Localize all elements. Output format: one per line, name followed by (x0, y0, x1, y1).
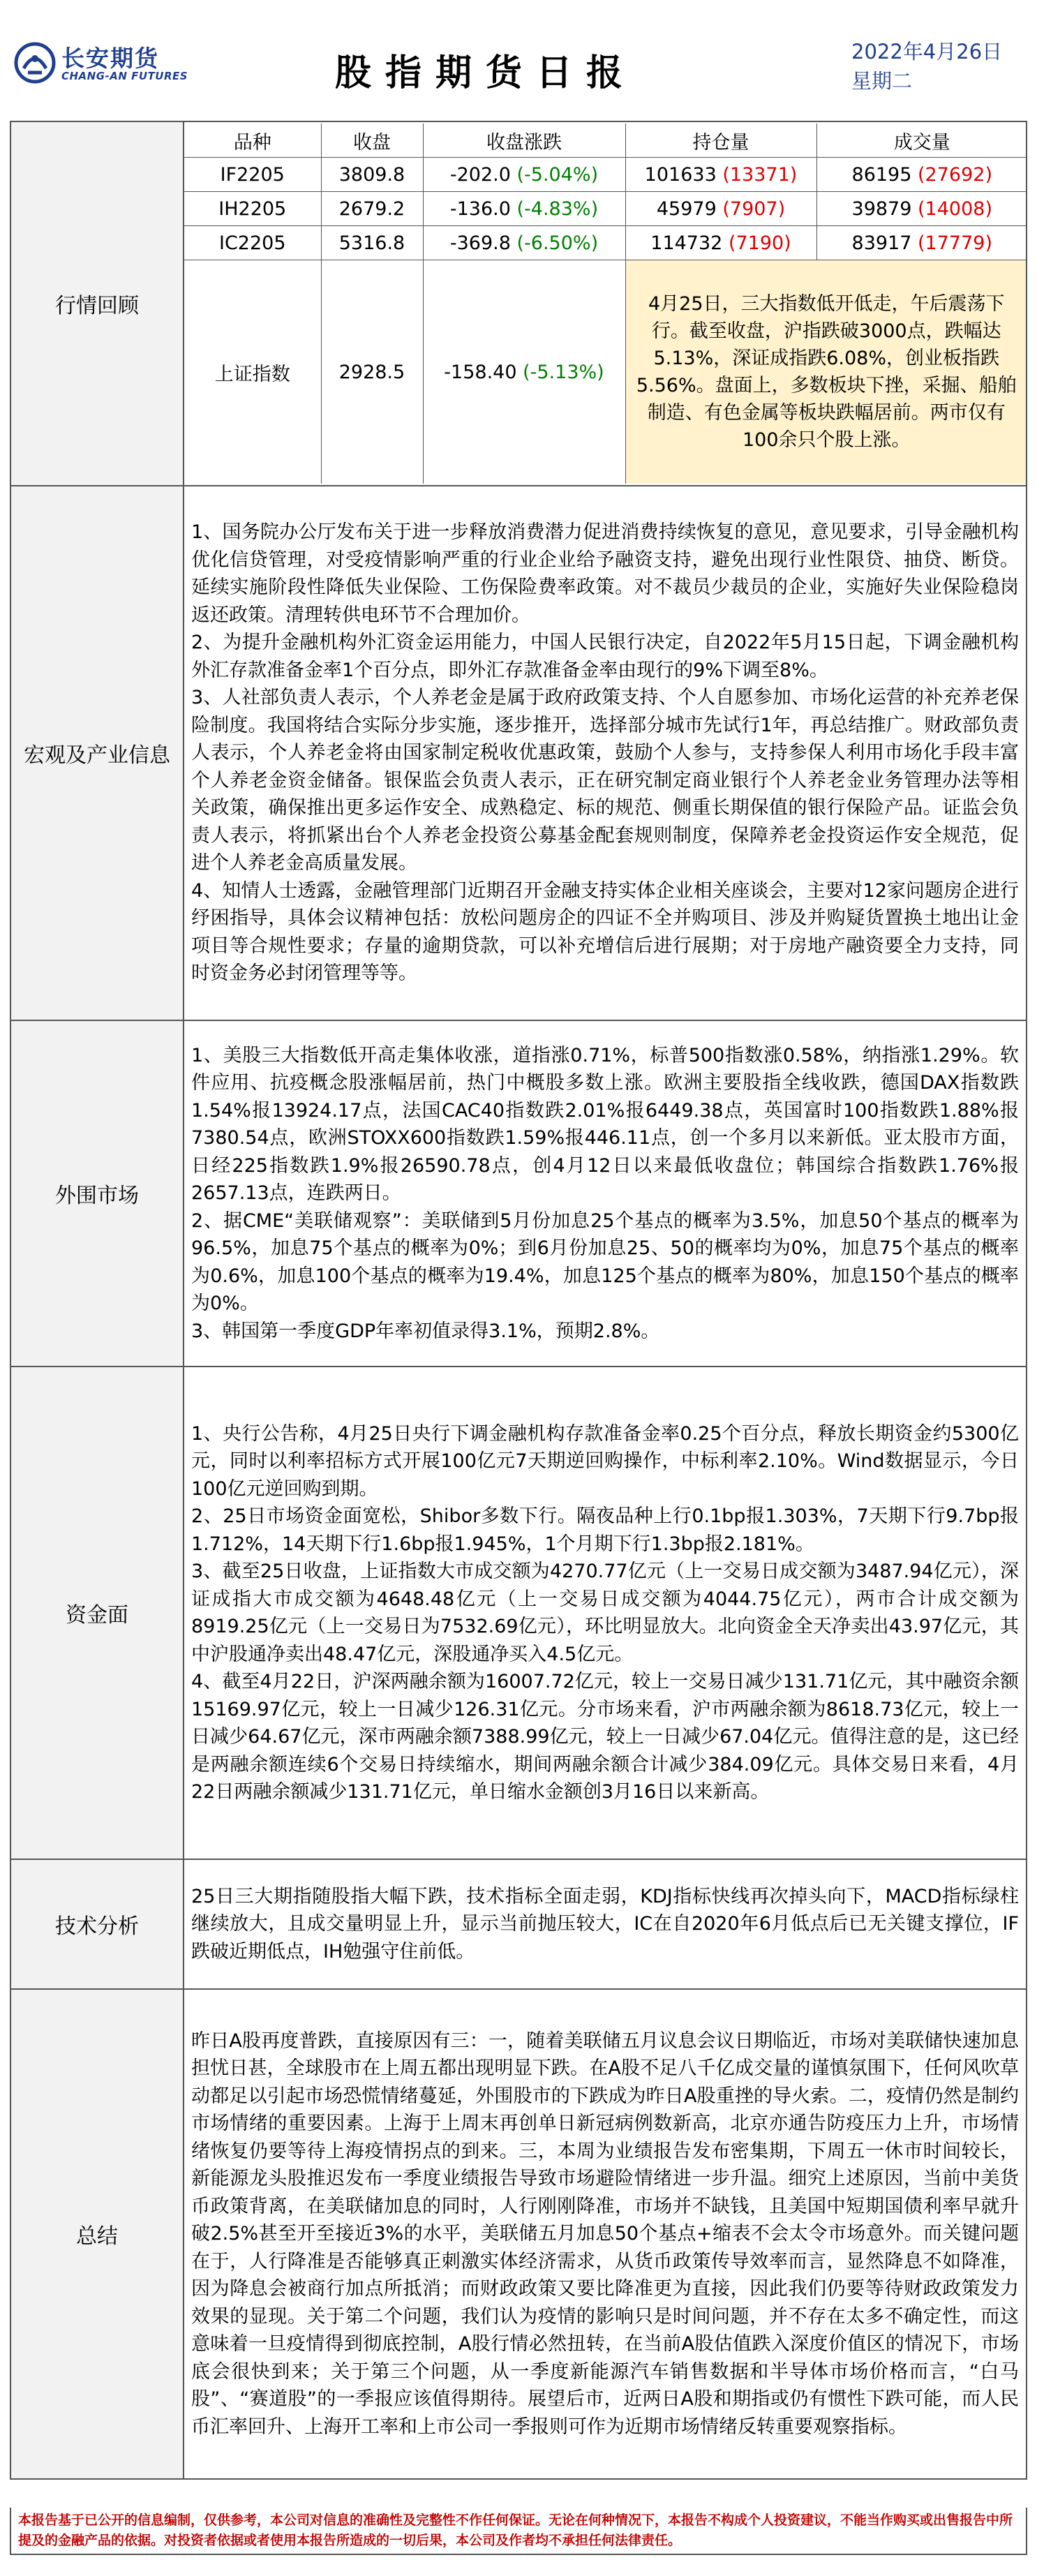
section-market (10, 121, 1027, 486)
volume (816, 226, 1027, 260)
report-weekday: 星期二 (851, 69, 913, 93)
volume-change: (14008) (918, 198, 992, 220)
column-header: 成交量 (816, 124, 1027, 158)
overseas-content (184, 1020, 1027, 1367)
report-header (0, 0, 1037, 119)
market-header-row (184, 124, 1027, 158)
index-change (423, 260, 625, 484)
market-cell (184, 121, 1027, 486)
change-pct: (-5.04%) (516, 163, 599, 186)
change-pct: (-5.13%) (523, 361, 604, 383)
volume-value: 83917 (851, 232, 912, 254)
change-pct: (-4.83%) (516, 198, 599, 220)
section-technical (10, 1859, 1027, 1989)
table-row (184, 158, 1027, 192)
table-row (184, 192, 1027, 226)
volume (816, 192, 1027, 226)
overseas-paragraph: 1、美股三大指数低开高走集体收涨，道指涨0.71%，标普500指数涨0.58%，纳指涨1.29%。软件应用、抗疫概念股涨幅居前，热门中概股多数上涨。欧洲主要股指全线收跌，德国DAX指数跌1.54%报13924.17点，法国CAC40指数跌2.01%报6449.38点，英国富时100指数跌1.88%报7380.54点，欧洲STOXX600指数跌1.59%报446.11点，创一个多月以来新低。亚太股市方面，日经225指数跌1.9%报26590.78点，创4月12日以来最低收盘位；韩国综合指数跌1.76%报2657.13点，连跌两日。 (191, 1044, 1019, 1205)
close-price: 3809.8 (321, 158, 423, 192)
funds-paragraph: 4、截至4月22日，沪深两融余额为16007.72亿元，较上一交易日减少131.71亿元，其中融资余额15169.97亿元，较上一日减少126.31亿元。分市场来看，沪市两融余额为8618.73亿元，较上一日减少64.67亿元，深市两融余额7388.99亿元，较上一日减少67.04亿元。值得注意的是，这已经是两融余额连续6个交易日持续缩水，期间两融余额合计减少384.09亿元。具体交易日来看，4月22日两融余额减少131.71亿元，单日缩水金额创3月16日以来新高。 (191, 1671, 1019, 1803)
close-change (423, 226, 625, 260)
close-change (423, 192, 625, 226)
report-date: 2022年4月26日 (851, 40, 1003, 64)
macro-paragraph: 2、为提升金融机构外汇资金运用能力，中国人民银行决定，自2022年5月15日起，下调金融机构外汇存款准备金率1个百分点，即外汇存款准备金率由现行的9%下调至8%。 (191, 632, 1019, 681)
overseas-paragraph: 3、韩国第一季度GDP年率初值录得3.1%，预期2.8%。 (191, 1320, 660, 1342)
market-summary: 4月25日，三大指数低开低走，午后震荡下行。截至收盘，沪指跌破3000点，跌幅达5.13%，深证成指跌6.08%，创业板指跌5.56%。盘面上，多数板块下挫，采掘、船舶制造、有色金属等板块跌幅居前。两市仅有100余只个股上涨。 (625, 260, 1027, 484)
company-name-cn: 长安期货 (61, 45, 159, 72)
open-interest (625, 158, 816, 192)
index-row (184, 260, 1027, 484)
change-value: -202.0 (449, 163, 511, 186)
funds-paragraph: 2、25日市场资金面宽松，Shibor多数下行。隔夜品种上行0.1bp报1.303%，7天期下行9.7bp报1.712%，14天期下行1.6bp报1.945%，1个月期下行1.3bp报2.181%。 (191, 1505, 1019, 1555)
contract-name: IC2205 (184, 226, 321, 260)
close-price: 5316.8 (321, 226, 423, 260)
oi-value: 114732 (650, 232, 723, 254)
close-change (423, 158, 625, 192)
report-title: 股指期货日报 (335, 52, 637, 94)
macro-content (184, 486, 1027, 1020)
section-summary (10, 1989, 1027, 2479)
oi-change: (13371) (722, 163, 798, 186)
column-header: 持仓量 (625, 124, 816, 158)
volume (816, 158, 1027, 192)
table-row (184, 226, 1027, 260)
company-name-en: CHANG-AN FUTURES (61, 70, 188, 82)
column-header: 收盘涨跌 (423, 124, 625, 158)
report-table (10, 121, 1027, 2480)
open-interest (625, 192, 816, 226)
section-label-technical: 技术分析 (10, 1859, 184, 1989)
volume-value: 39879 (851, 198, 912, 220)
disclaimer: 本报告基于已公开的信息编制，仅供参考，本公司对信息的准确性及完整性不作任何保证。无论在何种情况下，本报告不构成个人投资建议，不能当作购买或出售报告中所提及的金融产品的依据。对投资者依据或者使用本报告所造成的一切后果，本公司及作者均不承担任何法律责任。 (10, 2508, 1027, 2555)
oi-change: (7190) (728, 232, 791, 254)
change-pct: (-6.50%) (516, 232, 599, 254)
section-label-macro: 宏观及产业信息 (10, 486, 184, 1020)
macro-paragraph: 4、知情人士透露，金融管理部门近期召开金融支持实体企业相关座谈会，主要对12家问题房企进行纾困指导，具体会议精神包括：放松问题房企的四证不全并购项目、涉及并购疑货置换土地出让金项目等合规性要求；存量的逾期贷款，可以补充增信后进行展期；对于房地产融资要全力支持，同时资金务必封闭管理等等。 (191, 879, 1019, 985)
change-value: -136.0 (449, 198, 511, 220)
section-macro (10, 486, 1027, 1020)
index-name: 上证指数 (184, 260, 321, 484)
changan-logo-icon (14, 42, 56, 84)
contract-name: IH2205 (184, 192, 321, 226)
change-value: -369.8 (449, 232, 511, 254)
volume-change: (27692) (918, 163, 992, 186)
section-funds (10, 1367, 1027, 1859)
column-header: 品种 (184, 124, 321, 158)
section-overseas (10, 1020, 1027, 1367)
summary-content: 昨日A股再度普跌，直接原因有三：一，随着美联储五月议息会议日期临近，市场对美联储快速加息担忧日甚，全球股市在上周五都出现明显下跌。在A股不足八千亿成交量的谨慎氛围下，任何风吹草动都足以引起市场恐慌情绪蔓延，外围股市的下跌成为昨日A股重挫的导火索。二，疫情仍然是制约市场情绪的重要因素。上海于上周末再创单日新冠病例数新高，北京亦通告防疫压力上升，市场情绪恢复仍要等待上海疫情拐点的到来。三，本周为业绩报告发布密集期，下周五一休市时间较长，新能源龙头股推迟发布一季度业绩报告导致市场避险情绪进一步升温。细究上述原因，当前中美货币政策背离，在美联储加息的同时，人行刚刚降准，市场并不缺钱，且美国中短期国债利率早就升破2.5%甚至开至接近3%的水平，美联储五月加息50个基点+缩表不会太令市场意外。而关键问题在于，人行降准是否能够真正刺激实体经济需求，从货币政策传导效率而言，显然降息不如降准，因为降息会被商行加点所抵消；而财政政策又要比降准更为直接，因此我们仍要等待财政政策发力效果的显现。关于第二个问题，我们认为疫情的影响只是时间问题，并不存在太多不确定性，而这意味着一旦疫情得到彻底控制，A股行情必然扭转，在当前A股估值跌入深度价值区的情况下，市场底会很快到来；关于第三个问题，从一季度新能源汽车销售数据和半导体市场价格而言，“白马股”、“赛道股”的一季报应该值得期待。展望后市，近两日A股和期指或仍有惯性下跌可能，而人民币汇率回升、上海开工率和上市公司一季报则可作为近期市场情绪反转重要观察指标。 (184, 1989, 1027, 2479)
section-label-overseas: 外围市场 (10, 1020, 184, 1367)
market-table (184, 124, 1027, 484)
macro-paragraph: 3、人社部负责人表示，个人养老金是属于政府政策支持、个人自愿参加、市场化运营的补充养老保险制度。我国将结合实际分步实施，逐步推开，选择部分城市先试行1年，再总结推广。财政部负责人表示，个人养老金将由国家制定税收优惠政策，鼓励个人参与，支持参保人利用市场化手段丰富个人养老金资金储备。银保监会负责人表示，正在研究制定商业银行个人养老金业务管理办法等相关政策，确保推出更多运作安全、成熟稳定、标的规范、侧重长期保值的银行保险产品。证监会负责人表示，将抓紧出台个人养老金投资公募基金配套规则制度，保障养老金投资运作安全规范，促进个人养老金高质量发展。 (191, 687, 1019, 874)
change-value: -158.40 (444, 361, 517, 383)
funds-paragraph: 3、截至25日收盘，上证指数大市成交额为4270.77亿元（上一交易日成交额为3487.94亿元），深证成指大市成交额为4648.48亿元（上一交易日成交额为4044.75亿元），两市合计成交额为8919.25亿元（上一交易日为7532.69亿元），环比明显放大。北向资金全天净卖出43.97亿元，其中沪股通净卖出48.47亿元，深股通净买入4.5亿元。 (191, 1561, 1019, 1665)
funds-paragraph: 1、央行公告称，4月25日央行下调金融机构存款准备金率0.25个百分点，释放长期资金约5300亿元，同时以利率招标方式开展100亿元7天期逆回购操作，中标利率2.10%。Wind数据显示，今日100亿元逆回购到期。 (191, 1422, 1019, 1500)
macro-paragraph: 1、国务院办公厅发布关于进一步释放消费潜力促进消费持续恢复的意见，意见要求，引导金融机构优化信贷管理，对受疫情影响严重的行业企业给予融资支持，避免出现行业性限贷、抽贷、断贷。延续实施阶段性降低失业保险、工伤保险费率政策。对不裁员少裁员的企业，实施好失业保险稳岗返还政策。清理转供电环节不合理加价。 (191, 521, 1019, 626)
volume-change: (17779) (918, 232, 992, 254)
section-label-funds: 资金面 (10, 1367, 184, 1859)
column-header: 收盘 (321, 124, 423, 158)
section-label-market: 行情回顾 (10, 121, 184, 486)
index-close: 2928.5 (321, 260, 423, 484)
funds-content (184, 1367, 1027, 1859)
close-price: 2679.2 (321, 192, 423, 226)
volume-value: 86195 (851, 163, 912, 186)
open-interest (625, 226, 816, 260)
section-label-summary: 总结 (10, 1989, 184, 2479)
contract-name: IF2205 (184, 158, 321, 192)
oi-change: (7907) (722, 198, 786, 220)
oi-value: 45979 (656, 198, 717, 220)
technical-content: 25日三大期指随股指大幅下跌，技术指标全面走弱，KDJ指标快线再次掉头向下，MACD指标绿柱继续放大，且成交量明显上升，显示当前抛压较大，IC在自2020年6月低点后已无关键支撑位，IF跌破近期低点，IH勉强守住前低。 (184, 1859, 1027, 1989)
oi-value: 101633 (644, 163, 717, 186)
overseas-paragraph: 2、据CME“美联储观察”：美联储到5月份加息25个基点的概率为3.5%，加息50个基点的概率为96.5%，加息75个基点的概率为0%；到6月份加息25、50的概率均为0%，加息75个基点的概率为0.6%，加息100个基点的概率为19.4%，加息125个基点的概率为80%，加息150个基点的概率为0%。 (191, 1209, 1019, 1315)
